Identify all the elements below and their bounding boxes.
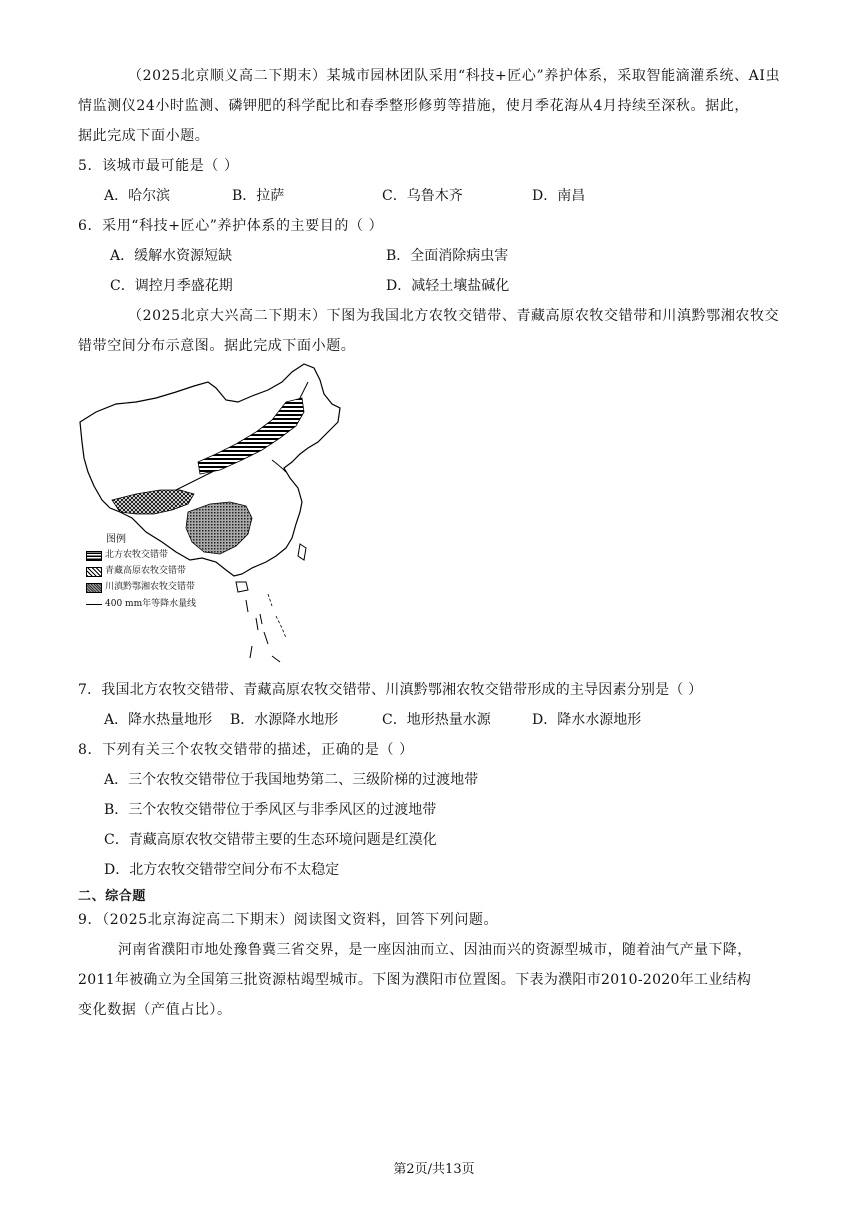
legend-label-north: 北方农牧交错带 xyxy=(105,550,169,560)
legend-swatch-north xyxy=(86,551,102,561)
legend-item-isohyet xyxy=(86,599,196,610)
legend-label-isohyet: 400 mm年等降水量线 xyxy=(105,599,197,609)
legend-line-isohyet xyxy=(86,604,102,605)
passage-1-line-3: 据此完成下面小题。 xyxy=(78,128,210,144)
q7-option-a: A．降水热量地形 xyxy=(104,712,213,728)
southwest-ecotone-region xyxy=(186,502,252,554)
legend-title: 图例 xyxy=(106,534,126,545)
passage-1-line-1: （2025北京顺义高二下期末）某城市园林团队采用“科技+匠心”养护体系，采取智能滴灌系统、AI虫 xyxy=(128,68,781,84)
passage-2-line-1: （2025北京大兴高二下期末）下图为我国北方农牧交错带、青藏高原农牧交错带和川滇黔鄂湘农牧交 xyxy=(128,308,780,324)
q8-option-c: C．青藏高原农牧交错带主要的生态环境问题是红漠化 xyxy=(104,832,437,848)
q6-option-a: A．缓解水资源短缺 xyxy=(110,248,233,264)
q6-stem: 6．采用“科技+匠心”养护体系的主要目的（ ） xyxy=(78,218,384,234)
q9-passage-line-3: 变化数据（产值占比）。 xyxy=(78,1002,232,1018)
q8-option-a: A．三个农牧交错带位于我国地势第二、三级阶梯的过渡地带 xyxy=(104,772,479,788)
q9-passage-line-1: 河南省濮阳市地处豫鲁冀三省交界，是一座因油而立、因油而兴的资源型城市，随着油气产量下降， xyxy=(118,942,752,958)
q9-stem: 9．（2025北京海淀高二下期末）阅读图文资料，回答下列问题。 xyxy=(78,912,499,928)
china-map-outline xyxy=(76,362,356,672)
tibet-ecotone-region xyxy=(112,490,194,514)
north-ecotone-region xyxy=(198,398,304,474)
q5-option-b: B．拉萨 xyxy=(232,188,285,204)
q5-option-c: C．乌鲁木齐 xyxy=(382,188,463,204)
legend-item-tibet xyxy=(86,566,186,577)
q7-option-b: B．水源降水地形 xyxy=(230,712,339,728)
q9-passage-line-2: 2011年被确立为全国第三批资源枯竭型城市。下图为濮阳市位置图。下表为濮阳市2010-2020年工业结构 xyxy=(78,972,752,988)
hainan-island xyxy=(236,582,248,592)
q8-option-d: D．北方农牧交错带空间分布不太稳定 xyxy=(104,862,340,878)
q6-option-c: C．调控月季盛花期 xyxy=(110,278,233,294)
q6-option-b: B．全面消除病虫害 xyxy=(386,248,509,264)
q7-option-d: D．降水水源地形 xyxy=(532,712,642,728)
q5-stem: 5．该城市最可能是（ ） xyxy=(78,158,239,174)
q6-option-d: D．减轻土壤盐碱化 xyxy=(386,278,510,294)
passage-1-line-2: 情监测仪24小时监测、磷钾肥的科学配比和春季整形修剪等措施，使月季花海从4月持续至深秋。据此， xyxy=(78,98,749,114)
q8-option-b: B．三个农牧交错带位于季风区与非季风区的过渡地带 xyxy=(104,802,437,818)
legend-label-tibet: 青藏高原农牧交错带 xyxy=(105,566,187,576)
legend-label-southwest: 川滇黔鄂湘农牧交错带 xyxy=(105,582,196,592)
page-number: 第2页/共13页 xyxy=(393,1162,475,1177)
q8-stem: 8．下列有关三个农牧交错带的描述，正确的是（ ） xyxy=(78,742,414,758)
legend-item-southwest xyxy=(86,582,195,593)
legend-item-north xyxy=(86,550,168,561)
passage-2-line-2: 错带空间分布示意图。据此完成下面小题。 xyxy=(78,338,356,354)
q5-option-a: A．哈尔滨 xyxy=(104,188,171,204)
taiwan-island xyxy=(298,544,306,560)
legend-swatch-tibet xyxy=(86,567,102,577)
q7-stem: 7．我国北方农牧交错带、青藏高原农牧交错带、川滇黔鄂湘农牧交错带形成的主导因素分别是（ ） xyxy=(78,682,703,698)
south-sea-islands xyxy=(246,600,280,662)
legend-swatch-southwest xyxy=(86,583,102,593)
section-heading: 二、综合题 xyxy=(78,889,147,904)
china-map-figure xyxy=(76,362,356,672)
q7-option-c: C．地形热量水源 xyxy=(382,712,491,728)
isohyet-400mm xyxy=(126,382,308,504)
q5-option-d: D．南昌 xyxy=(532,188,586,204)
